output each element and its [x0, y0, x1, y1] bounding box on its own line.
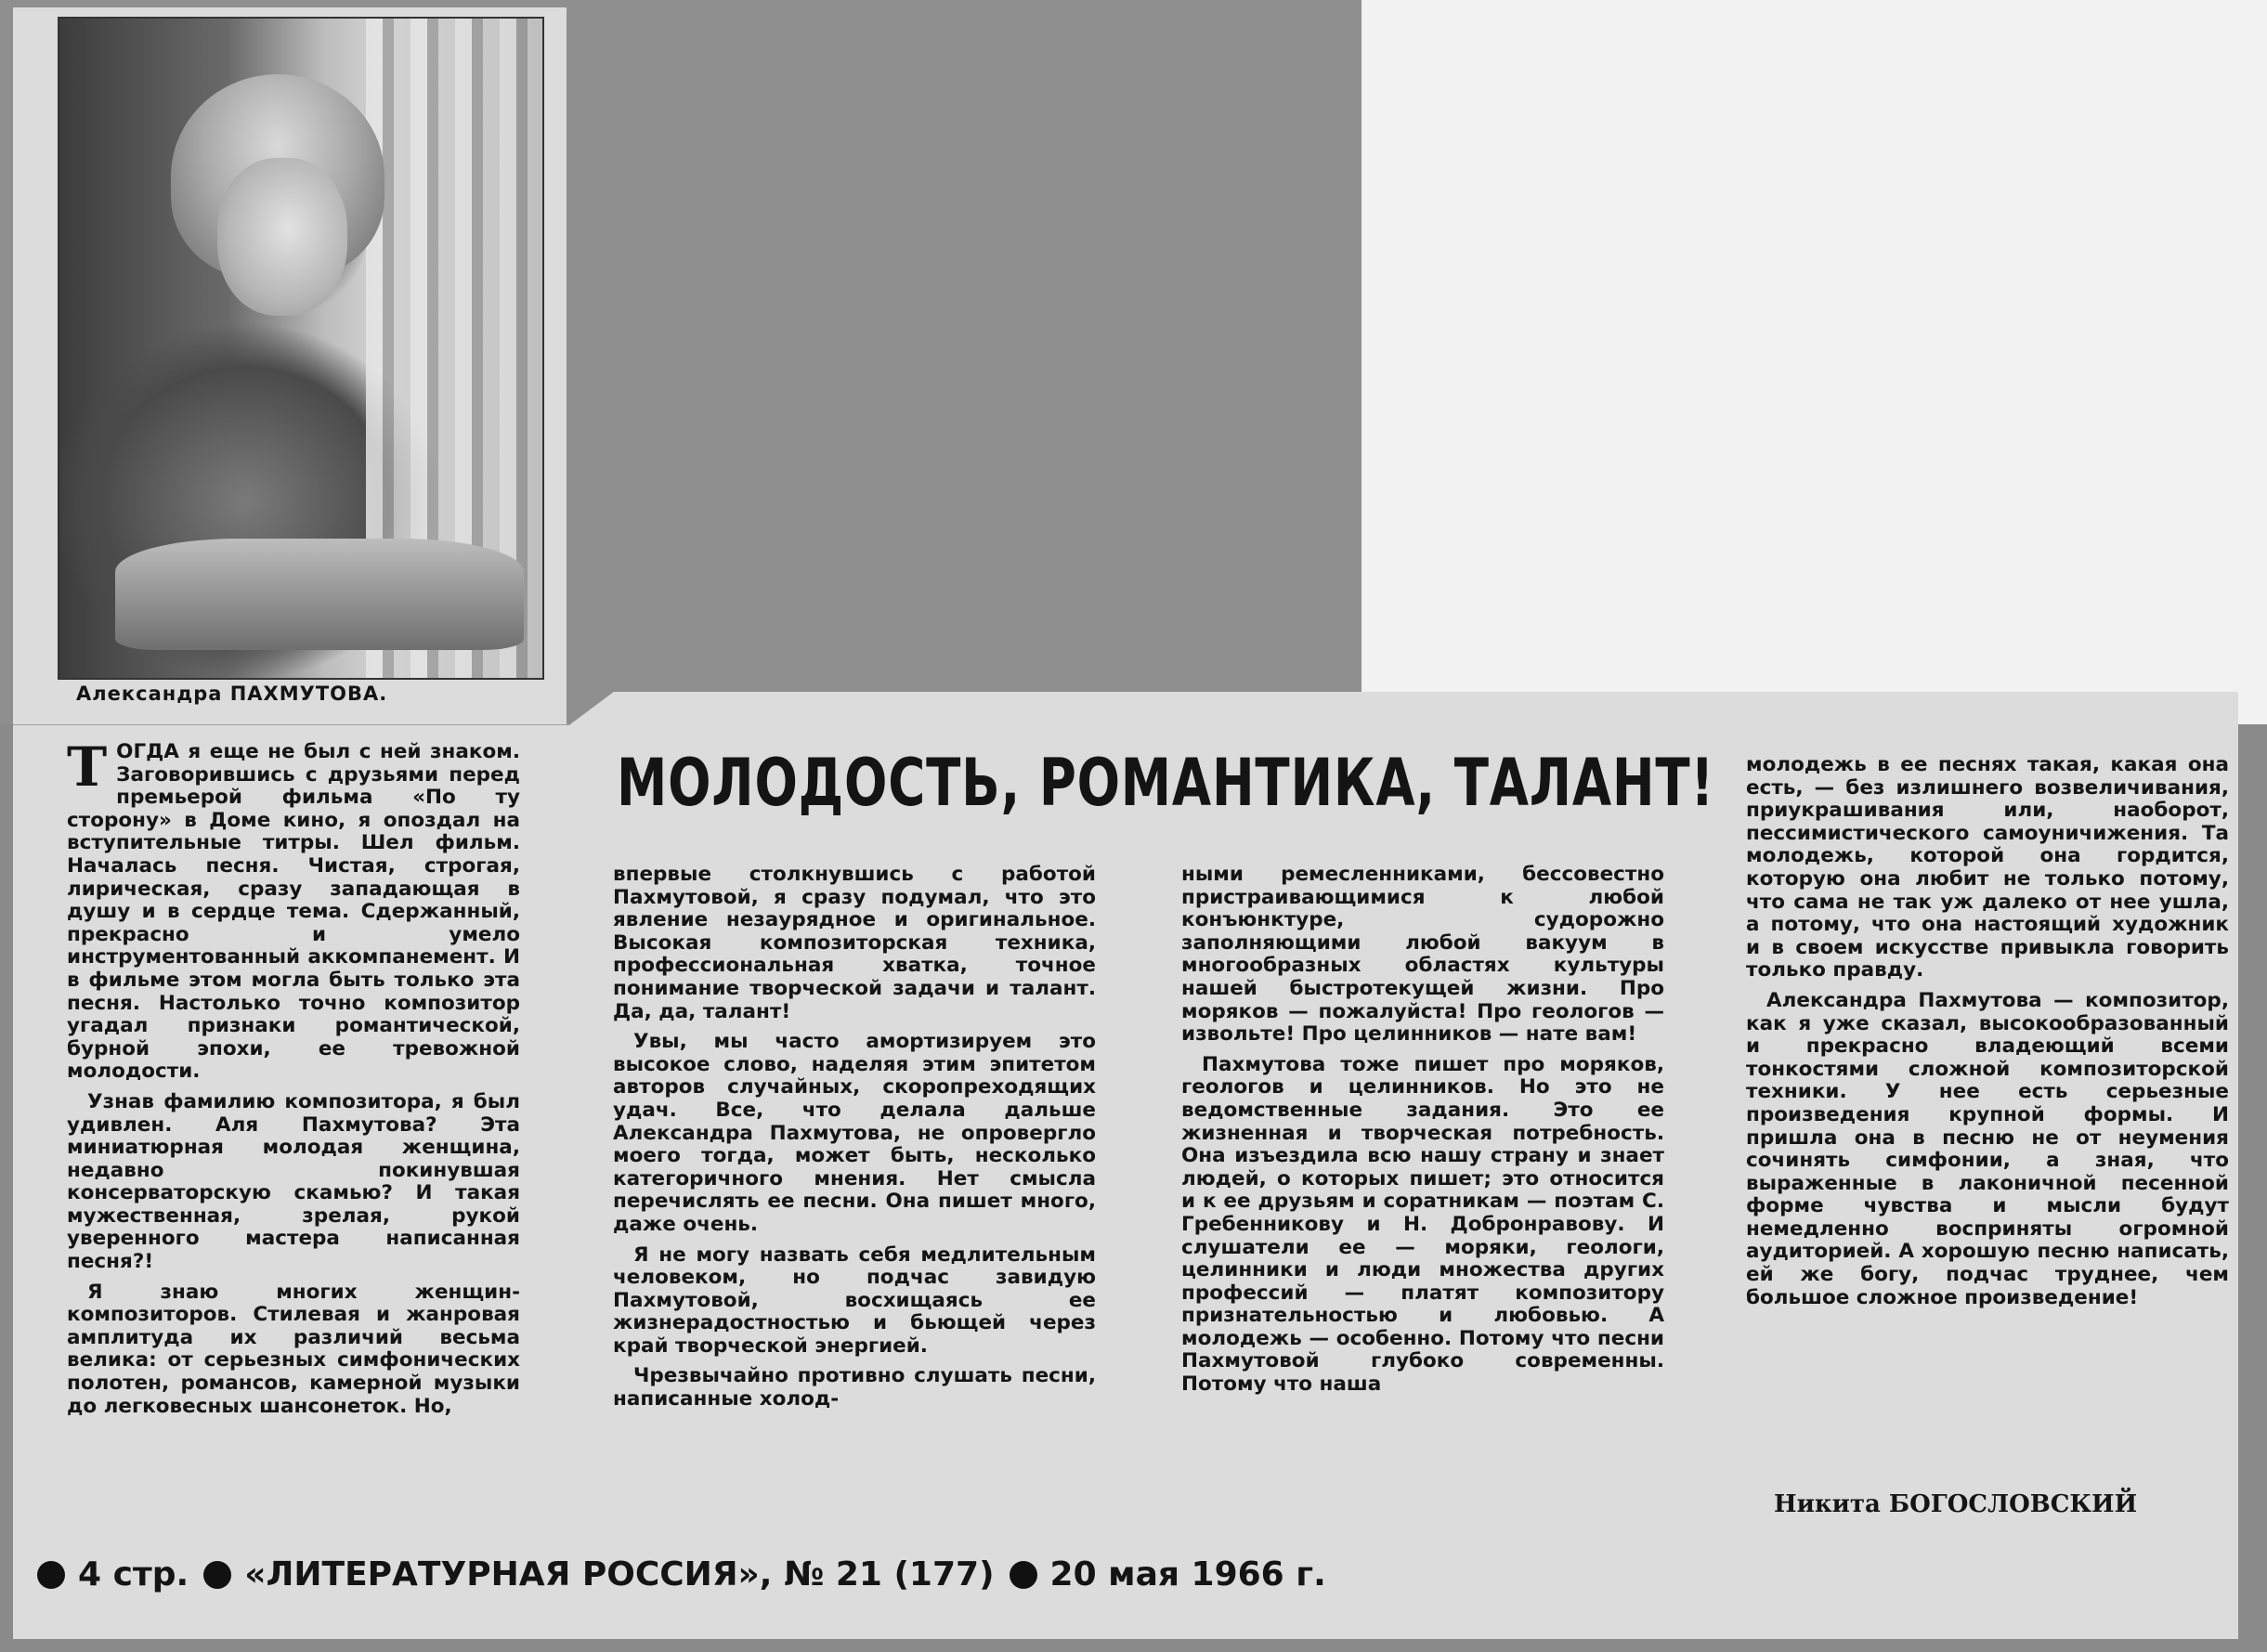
paragraph: Я знаю многих женщин-композиторов. Стилевая и жанровая амплитуда их различий весьма велика: от серьезных симфонических полотен, романсов, камерной музыки до легковесных шансонеток. Но,	[67, 1280, 520, 1418]
photo-face	[217, 158, 347, 316]
paragraph: ными ремесленниками, бессовестно пристраивающимися к любой конъюнктуре, судорожно заполняющими любой вакуум в многообразных областях культуры нашей быстротекущей жизни. Про моряков — пожалуйста! Про геологов — извольте! Про целинников — нате вам!	[1181, 863, 1664, 1047]
paragraph: Увы, мы часто амортизируем это высокое слово, наделяя этим эпитетом авторов случайных, скоропреходящих удач. Все, что делала дальше Александра Пахмутова, не опровергло моего тогда, может быть, несколько категоричного мнения. Нет смысла перечислять ее песни. Она пишет много, даже очень.	[613, 1030, 1096, 1236]
article-column-4	[1746, 754, 2229, 1317]
photo-hands	[115, 539, 524, 650]
article-column-2	[613, 864, 1096, 1419]
article-headline: МОЛОДОСТЬ, РОМАНТИКА, ТАЛАНТ!	[617, 745, 1715, 821]
paragraph: впервые столкнувшись с работой Пахмутовой, я сразу подумал, что это явление незаурядное и оригинальное. Высокая композиторская техника, профессиональная хватка, точное понимание творческой задачи и талант. Да, да, талант!	[613, 863, 1096, 1023]
portrait-photo	[58, 17, 544, 680]
paragraph: Пахмутова тоже пишет про моряков, геологов и целинников. Но это не ведомственные задания. Это ее жизненная и творческая потребность. Она изъездила всю нашу страну и знает людей, о которых пишет; это относится и к ее друзьям и соратникам — поэтам С. Гребенникову и Н. Добронравову. И слушатели ее — моряки, геологи, целинники и люди множества других профессий — платят композитору признательностью и любовью. А молодежь — особенно. Потому что песни Пахмутовой глубоко современны. Потому что наша	[1181, 1052, 1664, 1397]
article-column-3	[1181, 864, 1664, 1404]
drop-cap: Т	[67, 735, 108, 799]
bullet-icon	[37, 1561, 65, 1589]
page-number: 4 стр.	[78, 1555, 189, 1593]
bullet-icon	[203, 1561, 231, 1589]
paragraph-text: ОГДА я еще не был с ней знаком. Заговорившись с друзьями перед премьерой фильма «По ту сторону» в Доме кино, я опоздал на вступительные титры. Шел фильм. Началась песня. Чистая, строгая, лирическая, сразу западающая в душу и в сердце тема. Сдержанный, прекрасно и умело инструментованный аккомпанемент. И в фильме этом могла быть только эта песня. Настолько точно композитор угадал признаки романтической, бурной эпохи, ее тревожной молодости.	[67, 740, 520, 1084]
newspaper-name: «ЛИТЕРАТУРНАЯ РОССИЯ», № 21 (177)	[244, 1555, 995, 1593]
bullet-icon	[1010, 1561, 1037, 1589]
photo-caption: Александра ПАХМУТОВА.	[76, 683, 388, 705]
paragraph: Чрезвычайно противно слушать песни, написанные холод-	[613, 1364, 1096, 1411]
paragraph: Я не могу назвать себя медлительным человеком, но подчас завидую Пахмутовой, восхищаясь ее жизнерадостностью и бьющей через край творческой энергией.	[613, 1242, 1096, 1358]
paragraph: молодежь в ее песнях такая, какая она есть, — без излишнего возвеличивания, приукрашивания или, наоборот, пессимистического самоуничижения. Та молодежь, которой она гордится, которую она любит не только потому, что сама не так уж далеко от нее ушла, а потому, что она настоящий художник и в своем искусстве привыкла говорить только правду.	[1746, 753, 2229, 982]
paragraph: Узнав фамилию композитора, я был удивлен. Аля Пахмутова? Эта миниатюрная молодая женщина, недавно покинувшая консерваторскую скамью? И такая мужественная, зрелая, рукой уверенного мастера написанная песня?!	[67, 1089, 520, 1274]
author-signature: Никита БОГОСЛОВСКИЙ	[1774, 1490, 2138, 1518]
blank-area	[1362, 0, 2267, 724]
newspaper-footer	[37, 1555, 1341, 1593]
paragraph	[67, 735, 520, 1084]
issue-date: 20 мая 1966 г.	[1049, 1555, 1326, 1593]
article-column-1	[67, 735, 520, 1425]
paragraph: Александра Пахмутова — композитор, как я уже сказал, высокообразованный и прекрасно владеющий всеми тонкостями сложной композиторской техники. У нее есть серьезные произведения крупной формы. И пришла она в песню не от неумения сочинять симфонии, а зная, что выраженные в лаконичной песенной форме чувства и мысли будут немедленно восприняты огромной аудиторией. А хорошую песню написать, ей же богу, подчас труднее, чем большое сложное произведение!	[1746, 988, 2229, 1309]
